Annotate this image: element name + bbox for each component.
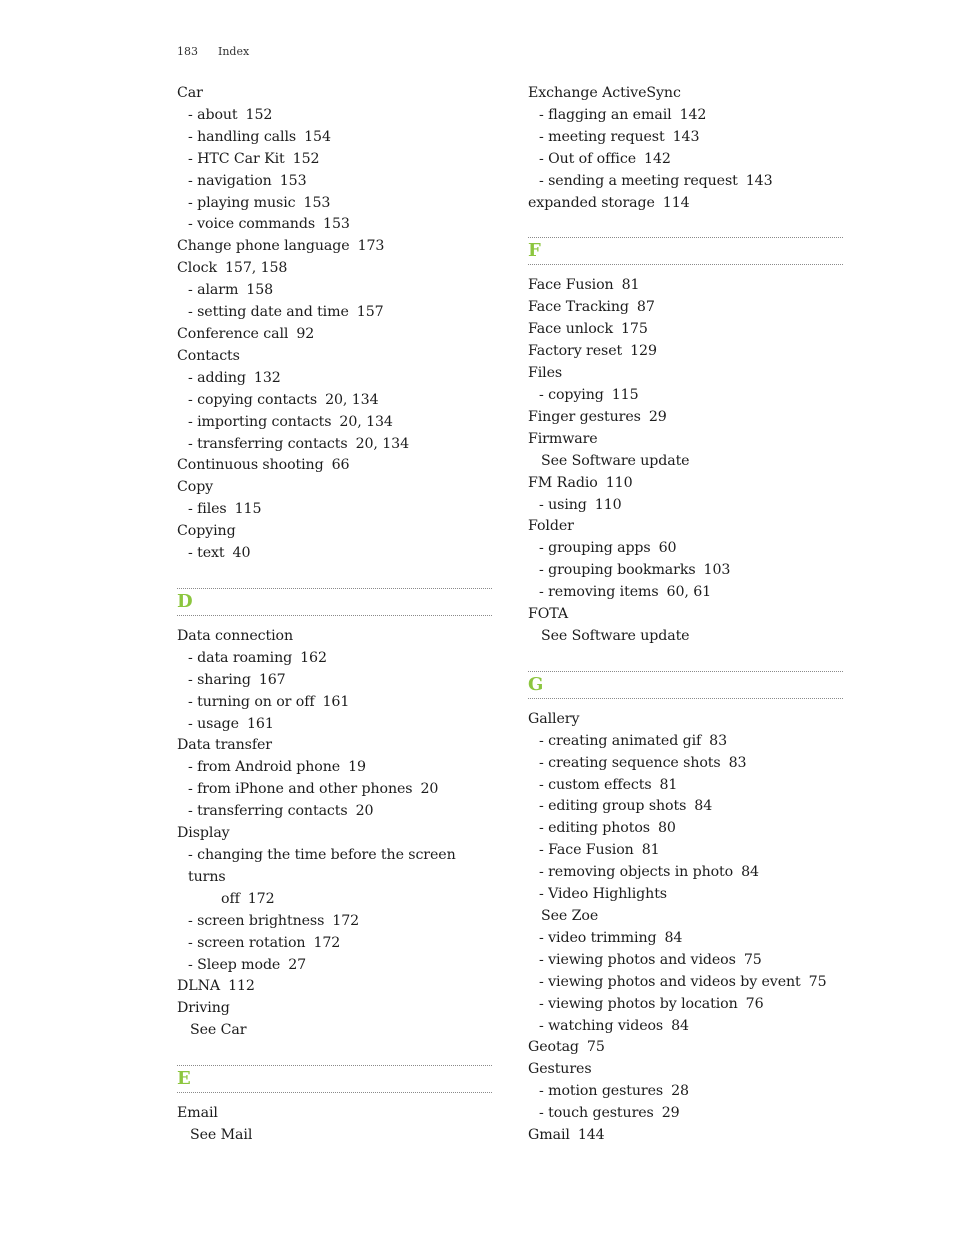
- index-subentry: [177, 127, 492, 149]
- index-entry: [528, 275, 843, 297]
- page-ref: 80: [657, 820, 676, 837]
- entry-term: See Software update: [541, 452, 690, 469]
- page-ref: 20, 134: [355, 435, 410, 452]
- section-header: [528, 237, 843, 265]
- index-entry: [528, 1037, 843, 1059]
- page-ref: 161: [246, 715, 274, 732]
- page-ref: 162: [300, 649, 327, 666]
- entry-term: FM Radio: [528, 474, 598, 491]
- entry-term: - removing objects in photo: [539, 864, 734, 881]
- entry-term: - flagging an email: [539, 106, 672, 123]
- index-entry: [177, 477, 492, 499]
- index-subentry: [528, 538, 843, 560]
- entry-term: - copying contacts: [188, 391, 318, 408]
- index-subentry: [528, 950, 843, 972]
- index-subentry: [528, 582, 843, 604]
- index-subentry: [177, 543, 492, 565]
- index-subentry: [528, 928, 843, 950]
- entry-term: See Mail: [190, 1127, 253, 1144]
- index-subentry: [528, 862, 843, 884]
- index-subentry: [528, 884, 843, 906]
- index-entry: [177, 521, 492, 543]
- index-subentry: [177, 368, 492, 390]
- entry-term: - sending a meeting request: [539, 172, 738, 189]
- page-ref: 167: [258, 671, 286, 688]
- page-ref: 112: [228, 978, 255, 995]
- index-entry: [528, 363, 843, 385]
- page-ref: 75: [743, 951, 762, 968]
- page-ref: 75: [808, 973, 827, 990]
- entry-term: See Software update: [541, 627, 690, 644]
- page-ref: 172: [247, 890, 275, 907]
- index-entry: [177, 258, 492, 280]
- index-entry: [528, 319, 843, 341]
- index-subentry: [177, 933, 492, 955]
- entry-term: Car: [177, 85, 203, 101]
- entry-term: Copy: [177, 479, 214, 496]
- entry-term: - editing group shots: [539, 798, 687, 815]
- index-subentry: [528, 994, 843, 1016]
- index-entry: [528, 407, 843, 429]
- entry-term: - motion gestures: [539, 1083, 664, 1100]
- index-subentry: [528, 775, 843, 797]
- index-entry: [528, 516, 843, 538]
- index-subentry: [177, 302, 492, 324]
- entry-term: - touch gestures: [539, 1105, 654, 1122]
- page-ref: 60: [658, 540, 677, 557]
- page-ref: 110: [605, 474, 633, 491]
- index-entry: [177, 324, 492, 346]
- entry-term: - Video Highlights: [539, 886, 667, 903]
- index-subentry: [177, 692, 492, 714]
- entry-term: DLNA: [177, 978, 221, 995]
- entry-term: Continuous shooting: [177, 457, 324, 474]
- entry-term: - Sleep mode: [188, 956, 281, 973]
- page-ref: 20, 134: [339, 413, 393, 430]
- entry-term: expanded storage: [528, 194, 655, 211]
- entry-term: - data roaming: [188, 649, 293, 666]
- page-ref: 143: [672, 128, 700, 145]
- entry-term: - video trimming: [539, 929, 657, 946]
- index-subentry: [177, 801, 492, 823]
- entry-term: - from iPhone and other phones: [188, 781, 413, 798]
- page-ref: 144: [577, 1127, 605, 1144]
- page-ref: 84: [671, 1017, 689, 1034]
- index-subentry: [177, 105, 492, 127]
- section-divider: [528, 264, 843, 265]
- page-ref: 27: [288, 956, 307, 973]
- index-entry: [177, 1103, 492, 1125]
- entry-term: - HTC Car Kit: [188, 150, 285, 167]
- section-letter: E: [177, 1068, 191, 1090]
- index-subentry: [177, 845, 492, 911]
- page-number: 183: [177, 45, 198, 58]
- index-subentry: [528, 840, 843, 862]
- index-subentry: [528, 972, 843, 994]
- index-subentry: [177, 434, 492, 456]
- entry-term: Data connection: [177, 627, 294, 644]
- entry-term: - alarm: [188, 282, 239, 299]
- page-ref: 81: [621, 277, 640, 294]
- entry-term: - creating sequence shots: [539, 754, 721, 771]
- page-ref: 92: [296, 325, 315, 342]
- index-entry: [177, 83, 492, 105]
- index-subentry: [177, 648, 492, 670]
- index-entry: [177, 626, 492, 648]
- index-subentry: [528, 385, 843, 407]
- page-ref: 81: [659, 776, 678, 793]
- index-subentry: [528, 753, 843, 775]
- page-ref: 153: [279, 172, 307, 189]
- entry-term: Geotag: [528, 1039, 579, 1056]
- index-entry: [528, 429, 843, 451]
- page-ref: 29: [661, 1105, 680, 1122]
- page-ref: 153: [323, 216, 350, 233]
- index-subentry: [177, 412, 492, 434]
- entry-term: Contacts: [177, 347, 240, 364]
- entry-term: - viewing photos by location: [539, 995, 738, 1012]
- entry-term: - Face Fusion: [539, 842, 634, 859]
- entry-term: Display: [177, 825, 230, 842]
- index-subentry: [177, 280, 492, 302]
- index-subentry: [177, 171, 492, 193]
- page-ref: 84: [741, 864, 759, 881]
- index-subentry: [528, 796, 843, 818]
- entry-term: - files: [188, 501, 227, 518]
- entry-continuation: [188, 889, 492, 911]
- entry-term: Firmware: [528, 430, 598, 447]
- entry-term: - grouping bookmarks: [539, 562, 696, 579]
- section-header: [177, 1065, 492, 1093]
- page-ref: 173: [357, 238, 385, 255]
- index-see-reference: [528, 451, 843, 473]
- entry-term: - navigation: [188, 172, 272, 189]
- entry-term: Face unlock: [528, 321, 613, 338]
- entry-term: - from Android phone: [188, 759, 341, 776]
- page-ref: 20: [355, 803, 374, 820]
- page-ref: 129: [630, 343, 657, 360]
- page-ref: 152: [292, 150, 320, 167]
- entry-term: - custom effects: [539, 776, 652, 793]
- index-subentry: [177, 499, 492, 521]
- index-subentry: [177, 390, 492, 412]
- entry-term: - viewing photos and videos by event: [539, 973, 801, 990]
- page-ref: 114: [662, 194, 690, 211]
- entry-term: FOTA: [528, 606, 569, 623]
- index-see-reference: [528, 626, 843, 648]
- page-ref: 143: [745, 172, 773, 189]
- section-divider: [528, 698, 843, 699]
- entry-term: - screen brightness: [188, 912, 325, 929]
- page-ref: 132: [253, 369, 281, 386]
- page-ref: 152: [245, 106, 273, 123]
- page-ref: 172: [313, 934, 341, 951]
- page-ref: 115: [234, 501, 262, 518]
- page-ref: 142: [644, 150, 671, 167]
- index-entry: [528, 604, 843, 626]
- entry-term: Gallery: [528, 710, 580, 727]
- entry-term: See Car: [190, 1022, 247, 1039]
- index-see-reference: [528, 906, 843, 928]
- entry-term: Files: [528, 365, 563, 382]
- entry-term: Finger gestures: [528, 408, 641, 425]
- entry-term: - about: [188, 106, 238, 123]
- index-subentry: [528, 495, 843, 517]
- index-entry: [528, 193, 843, 215]
- entry-term: - using: [539, 496, 587, 513]
- entry-term: - importing contacts: [188, 413, 332, 430]
- entry-term: Factory reset: [528, 343, 623, 360]
- entry-term: - voice commands: [188, 216, 316, 233]
- section-letter: F: [528, 240, 541, 262]
- index-subentry: [528, 731, 843, 753]
- entry-term-continued: off: [221, 890, 240, 907]
- entry-term: - grouping apps: [539, 540, 651, 557]
- entry-term: - screen rotation: [188, 934, 306, 951]
- index-subentry: [177, 214, 492, 236]
- index-subentry: [528, 1016, 843, 1038]
- index-subentry: [528, 560, 843, 582]
- page-ref: 28: [671, 1083, 689, 1100]
- page-ref: 66: [331, 457, 350, 474]
- index-see-reference: [177, 1020, 492, 1042]
- page-ref: 142: [679, 106, 707, 123]
- page-ref: 84: [664, 929, 683, 946]
- entry-term: - setting date and time: [188, 304, 349, 321]
- index-entry: [528, 341, 843, 363]
- section-divider: [177, 1092, 492, 1093]
- index-subentry: [177, 779, 492, 801]
- entry-term: - transferring contacts: [188, 435, 348, 452]
- index-column-right: [528, 83, 843, 1147]
- index-entry: [528, 83, 843, 105]
- page-ref: 60, 61: [666, 584, 712, 601]
- index-entry: [528, 473, 843, 495]
- index-subentry: [528, 149, 843, 171]
- page-ref: 110: [594, 496, 622, 513]
- entry-term: - editing photos: [539, 820, 650, 837]
- index-subentry: [528, 171, 843, 193]
- entry-term: - viewing photos and videos: [539, 951, 736, 968]
- section-divider: [177, 615, 492, 616]
- page-ref: 157: [356, 304, 384, 321]
- entry-term: Face Fusion: [528, 277, 614, 294]
- page-ref: 29: [648, 408, 667, 425]
- index-subentry: [177, 911, 492, 933]
- page-ref: 172: [332, 912, 360, 929]
- entry-term: - meeting request: [539, 128, 665, 145]
- index-column-left: [177, 83, 492, 1147]
- entry-term: Driving: [177, 1000, 230, 1017]
- index-entry: [177, 236, 492, 258]
- entry-term: Face Tracking: [528, 299, 629, 316]
- page-ref: 115: [611, 386, 639, 403]
- entry-term: - handling calls: [188, 128, 297, 145]
- entry-term: Copying: [177, 523, 236, 540]
- index-see-reference: [177, 1125, 492, 1147]
- page-ref: 84: [694, 798, 713, 815]
- entry-term: Email: [177, 1105, 218, 1122]
- index-subentry: [528, 1103, 843, 1125]
- index-entry: [528, 1059, 843, 1081]
- index-subentry: [177, 714, 492, 736]
- section-header: [177, 588, 492, 616]
- index-subentry: [177, 955, 492, 977]
- entry-term: - usage: [188, 715, 239, 732]
- index-entry: [177, 998, 492, 1020]
- page-ref: 75: [586, 1039, 605, 1056]
- page-ref: 83: [728, 754, 747, 771]
- index-subentry: [177, 757, 492, 779]
- index-entry: [177, 455, 492, 477]
- index-subentry: [177, 193, 492, 215]
- entry-term: Exchange ActiveSync: [528, 85, 681, 101]
- entry-term: Change phone language: [177, 238, 350, 255]
- page-ref: 20: [420, 781, 439, 798]
- entry-term: - turning on or off: [188, 693, 315, 710]
- entry-term: - changing the time before the screen turns: [188, 847, 456, 885]
- entry-term: - text: [188, 545, 225, 562]
- entry-term: - copying: [539, 386, 604, 403]
- page-ref: 87: [636, 299, 655, 316]
- entry-term: Clock: [177, 260, 217, 277]
- entry-term: - watching videos: [539, 1017, 664, 1034]
- entry-term: - playing music: [188, 194, 296, 211]
- page-ref: 154: [304, 128, 331, 145]
- page-ref: 20, 134: [325, 391, 379, 408]
- section-title: Index: [218, 45, 250, 58]
- index-subentry: [528, 105, 843, 127]
- index-entry: [528, 297, 843, 319]
- index-subentry: [177, 149, 492, 171]
- entry-term: - adding: [188, 369, 246, 386]
- entry-term: - Out of office: [539, 150, 637, 167]
- index-subentry: [528, 1081, 843, 1103]
- page-ref: 175: [621, 321, 648, 338]
- entry-term: Folder: [528, 518, 574, 535]
- entry-term: See Zoe: [541, 908, 599, 924]
- index-entry: [177, 735, 492, 757]
- page-ref: 153: [303, 194, 331, 211]
- page-ref: 157, 158: [224, 260, 288, 277]
- section-letter: G: [528, 673, 544, 695]
- index-entry: [177, 823, 492, 845]
- index-entry: [528, 709, 843, 731]
- entry-term: Gestures: [528, 1061, 592, 1078]
- entry-term: Conference call: [177, 325, 289, 342]
- page-ref: 103: [703, 562, 731, 579]
- entry-term: - removing items: [539, 584, 659, 601]
- index-subentry: [528, 818, 843, 840]
- index-subentry: [528, 127, 843, 149]
- page-ref: 19: [348, 759, 366, 776]
- entry-term: - transferring contacts: [188, 803, 348, 820]
- index-entry: [177, 976, 492, 998]
- index-entry: [528, 1125, 843, 1147]
- page-ref: 161: [322, 693, 350, 710]
- entry-term: - sharing: [188, 671, 251, 688]
- entry-term: Data transfer: [177, 737, 272, 754]
- section-header: [528, 671, 843, 699]
- index-subentry: [177, 670, 492, 692]
- page-ref: 81: [641, 842, 660, 859]
- entry-term: - creating animated gif: [539, 732, 702, 749]
- section-letter: D: [177, 590, 193, 612]
- page-ref: 158: [246, 282, 274, 299]
- page-ref: 83: [709, 732, 728, 749]
- page-header: [177, 45, 249, 58]
- page-ref: 76: [745, 995, 764, 1012]
- page-ref: 40: [232, 545, 251, 562]
- entry-term: Gmail: [528, 1127, 570, 1144]
- index-entry: [177, 346, 492, 368]
